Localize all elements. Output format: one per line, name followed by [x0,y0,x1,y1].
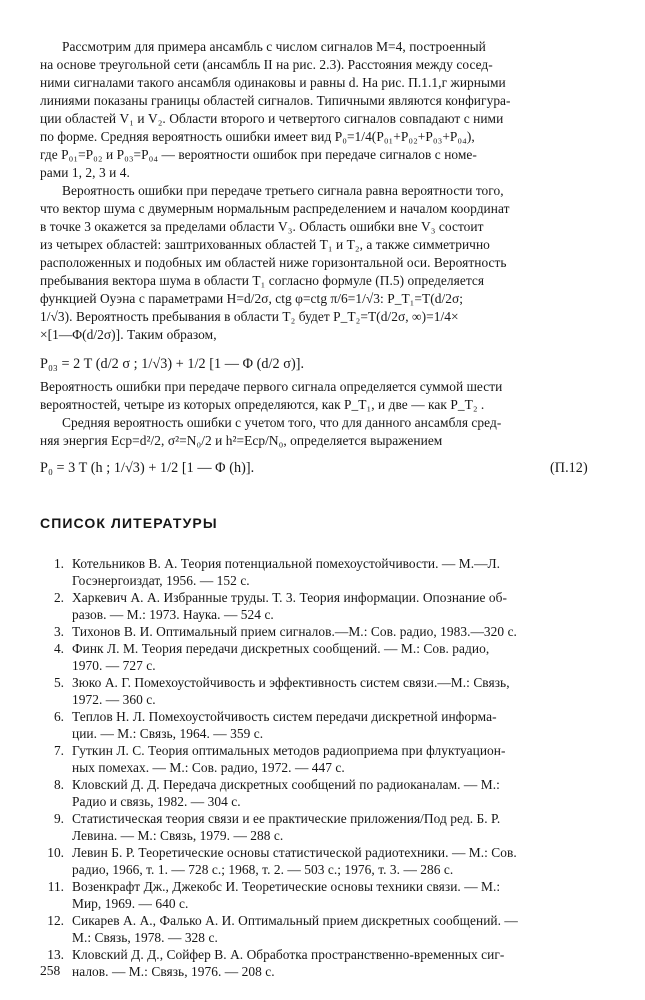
reference-line: 1972. — 360 с. [72,692,156,707]
reference-line: Тихонов В. И. Оптимальный прием сигналов.—М.: Сов. радио, 1983.—320 с. [72,624,517,639]
reference-line: 1970. — 727 с. [72,658,156,673]
text-line: в точке 3 окажется за пределами области V₃. Область ошибки вне V₃ состоит [40,219,484,234]
reference-line: Статистическая теория связи и ее практические приложения/Под ред. Б. Р. [72,811,501,826]
reference-line: Гуткин Л. С. Теория оптимальных методов радиоприема при флуктуацион- [72,743,506,758]
text-line: вероятностей, четыре из которых определяются, как P_T₁, и две — как P_T₂ . [40,397,485,412]
reference-line: Кловский Д. Д. Передача дискретных сообщений по радиоканалам. — М.: [72,777,500,792]
text-line: по форме. Средняя вероятность ошибки имеет вид P₀=1/4(P₀₁+P₀₂+P₀₃+P₀₄), [40,129,475,144]
reference-number: 12. [47,913,64,928]
reference-number: 9. [53,811,64,826]
text-line: на основе треугольной сети (ансамбль II на рис. 2.3). Расстояния между сосед- [40,57,493,72]
reference-number: 8. [53,777,64,792]
reference-line: Зюко А. Г. Помехоустойчивость и эффективность систем связи.—М.: Связь, [72,675,510,690]
text-line: Вероятность ошибки при передаче третьего сигнала равна вероятности того, [62,183,504,198]
section-title: СПИСОК ЛИТЕРАТУРЫ [40,515,218,531]
equation-number: (П.12) [550,460,588,476]
text-line: ×[1—Φ(d/2σ)]. Таким образом, [40,327,217,342]
reference-line: ных помехах. — М.: Сов. радио, 1972. — 447 с. [72,760,345,775]
reference-line: Возенкрафт Дж., Джекобс И. Теоретические основы техники связи. — М.: [72,879,501,894]
text-line: из четырех областей: заштрихованных областей T₁ и T₂, а также симметрично [40,237,490,252]
reference-line: Теплов Н. Л. Помехоустойчивость систем передачи дискретной информа- [72,709,497,724]
reference-number: 3. [53,624,64,639]
text-line: функцией Оуэна с параметрами H=d/2σ, ctg φ=ctg π/6=1/√3: P_T₁=T(d/2σ; [40,291,464,306]
text-line: линиями показаны границы областей сигналов. Типичными являются конфигура- [40,93,511,108]
reference-number: 7. [53,743,64,758]
reference-line: Мир, 1969. — 640 с. [72,896,189,911]
reference-line: разов. — М.: 1973. Наука. — 524 с. [72,607,274,622]
reference-line: Радио и связь, 1982. — 304 с. [72,794,241,809]
reference-number: 4. [53,641,64,656]
reference-line: налов. — М.: Связь, 1976. — 208 с. [72,964,275,979]
reference-line: Левина. — М.: Связь, 1979. — 288 с. [72,828,284,843]
reference-number: 6. [53,709,64,724]
reference-line: Котельников В. А. Теория потенциальной помехоустойчивости. — М.—Л. [72,556,501,571]
reference-line: Харкевич А. А. Избранные труды. Т. 3. Теория информации. Опознание об- [72,590,507,605]
reference-number: 10. [47,845,64,860]
reference-line: Кловский Д. Д., Сойфер В. А. Обработка пространственно-временных сиг- [72,947,505,962]
text-line: няя энергия Eср=d²/2, σ²=N₀/2 и h²=Eср/N₀, определяется выражением [40,433,443,448]
reference-line: ции. — М.: Связь, 1964. — 359 с. [72,726,264,741]
reference-number: 11. [47,879,64,894]
text-line: Вероятность ошибки при передаче первого сигнала определяется суммой шести [40,379,503,394]
text-line: Рассмотрим для примера ансамбль с числом сигналов M=4, построенный [62,39,486,54]
reference-line: Левин Б. Р. Теоретические основы статистической радиотехники. — М.: Сов. [72,845,517,860]
text-line: расположенных и подобных им областей ниже горизонтальной оси. Вероятность [40,255,507,270]
formula-p0: P₀ = 3 T (h ; 1/√3) + 1/2 [1 — Φ (h)]. [40,460,255,476]
reference-line: радио, 1966, т. 1. — 728 с.; 1968, т. 2. — 503 с.; 1976, т. 3. — 286 с. [72,862,454,877]
text-line: ними сигналами такого ансамбля одинаковы и равны d. На рис. П.1.1,г жирными [40,75,506,90]
text-line: Средняя вероятность ошибки с учетом того, что для данного ансамбля сред- [62,415,502,430]
page-number: 258 [40,963,61,978]
reference-number: 2. [53,590,64,605]
text-line: ции областей V₁ и V₂. Области второго и четвертого сигналов совпадают с ними [40,111,504,126]
reference-line: М.: Связь, 1978. — 328 с. [72,930,218,945]
reference-number: 13. [47,947,64,962]
text-line: 1/√3). Вероятность пребывания в области T₂ будет P_T₂=T(d/2σ, ∞)=1/4× [40,309,459,324]
text-line: где P₀₁=P₀₂ и P₀₃=P₀₄ — вероятности ошибок при передаче сигналов с номе- [40,147,477,162]
text-line: пребывания вектора шума в области T₁ согласно формуле (П.5) определяется [40,273,485,288]
reference-line: Финк Л. М. Теория передачи дискретных сообщений. — М.: Сов. радио, [72,641,490,656]
reference-number: 1. [53,556,64,571]
reference-number: 5. [53,675,64,690]
text-line: что вектор шума с двумерным нормальным распределением и началом координат [40,201,510,216]
reference-line: Сикарев А. А., Фалько А. И. Оптимальный прием дискретных сообщений. — [72,913,518,928]
reference-line: Госэнергоиздат, 1956. — 152 с. [72,573,250,588]
text-line: рами 1, 2, 3 и 4. [40,165,130,180]
formula-p03: P₀₃ = 2 T (d/2 σ ; 1/√3) + 1/2 [1 — Φ (d/2 σ)]. [40,356,305,372]
